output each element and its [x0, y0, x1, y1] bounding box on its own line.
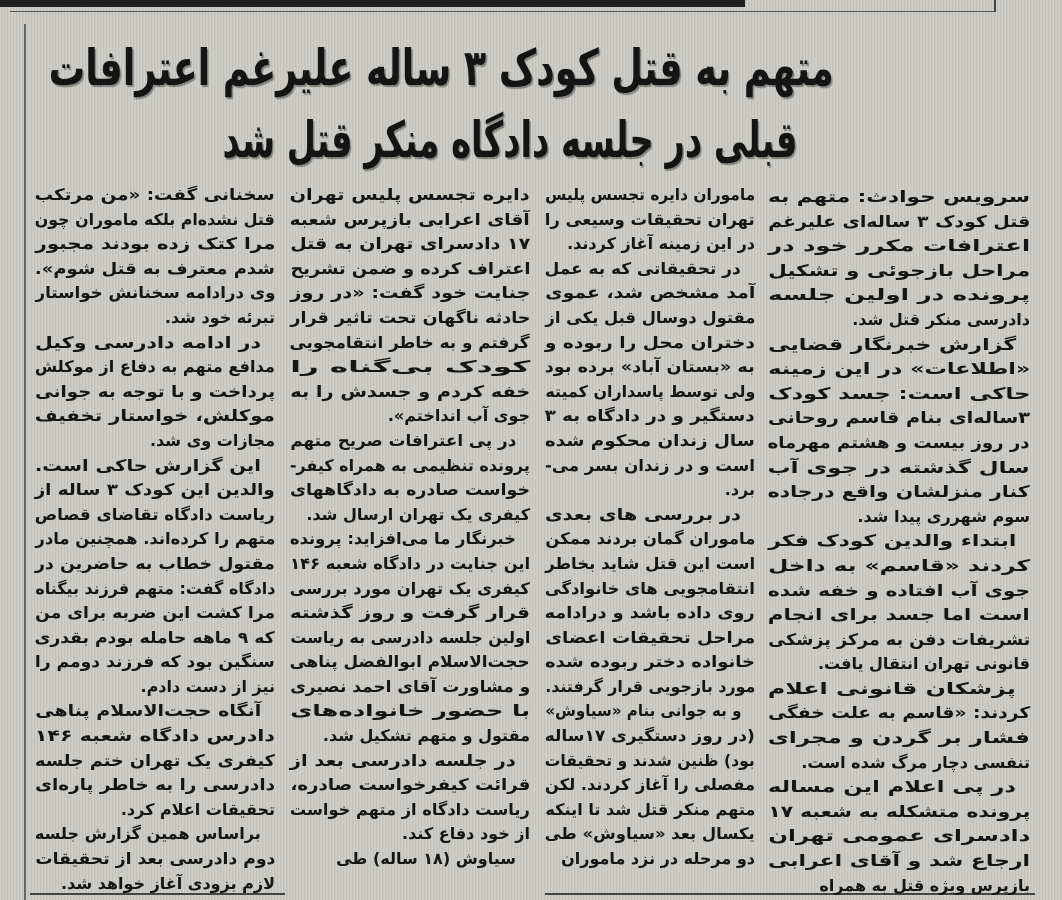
article-column-3 — [290, 183, 530, 872]
text-line-content: خواست صادره به دادگاههای — [290, 480, 530, 500]
text-line — [768, 185, 1030, 210]
text-line-content: که ۹ ماهه حامله بودم بقدری — [35, 627, 275, 647]
text-line — [35, 454, 275, 479]
text-line-content: تهران تحقیقات وسیعی را — [545, 209, 755, 229]
text-line — [545, 232, 755, 257]
text-line — [545, 773, 755, 798]
text-line-content: در ادامه دادرسی وکیل — [35, 332, 261, 352]
text-line — [290, 454, 530, 479]
text-line — [290, 355, 530, 380]
text-line — [35, 601, 275, 626]
text-line — [290, 380, 530, 405]
text-line-content: دوم دادرسی بعد از تحقیقات — [35, 849, 275, 869]
text-line — [545, 306, 755, 331]
text-line-content: براساس همین گزارش جلسه — [35, 824, 261, 844]
text-line-content: «اطلاعات» در این زمینه — [768, 359, 1030, 379]
text-line — [545, 208, 755, 233]
text-line — [768, 652, 1030, 677]
text-line — [768, 283, 1030, 308]
headline-line-1 — [40, 38, 980, 98]
text-line — [290, 208, 530, 233]
text-line-content: آمد مشخص شد، عموی — [545, 283, 755, 303]
text-line-content: دو مرحله در نزد ماموران — [561, 849, 755, 869]
text-line-content: قرار گرفت و روز گذشته — [290, 603, 530, 623]
text-line-content: اولین جلسه دادرسی به ریاست — [290, 627, 530, 647]
text-line — [35, 429, 275, 454]
text-line — [768, 726, 1030, 751]
text-line-content: قرائت کیفرخواست صادره، — [290, 775, 530, 795]
text-line-content: و مشاورت آقای احمد نصیری — [290, 676, 530, 696]
text-line-content: جوی آب افتاده و خفه شده — [768, 580, 1030, 600]
article-column-2 — [545, 183, 755, 872]
text-line — [545, 626, 755, 651]
text-line — [290, 601, 530, 626]
text-line — [768, 480, 1030, 505]
text-line-content: پرونده متشکله به شعبه ۱۷ — [768, 801, 1030, 821]
text-line — [545, 503, 755, 528]
text-line — [545, 675, 755, 700]
text-line-content: ۳ساله‌ای بنام قاسم روحانی — [768, 408, 1030, 428]
text-line — [545, 798, 755, 823]
text-line — [35, 675, 275, 700]
text-line-content: برد. — [724, 480, 755, 500]
text-line — [35, 773, 275, 798]
text-line-content: مقتول و متهم تشکیل شد. — [322, 726, 530, 746]
text-line — [768, 701, 1030, 726]
text-line-content: است اما جسد برای انجام — [768, 605, 1030, 625]
text-line — [35, 577, 275, 602]
text-line — [35, 380, 275, 405]
text-line-content: مراحل بازجوئی و تشکیل — [768, 260, 1030, 280]
text-line — [290, 699, 530, 724]
text-line-content: بازپرس ویژه قتل به همراه — [819, 875, 1030, 895]
text-line-content: حادثه ناگهان تحت تاثیر قرار — [290, 307, 530, 327]
text-line-content: متهم را کرده‌اند. همچنین مادر — [35, 529, 275, 549]
text-line-content: سوم شهرری پیدا شد. — [857, 506, 1030, 526]
text-line-content: اعتراف کرده و ضمن تشریح — [290, 258, 530, 278]
text-line-content: دایره تجسس پلیس تهران — [290, 185, 530, 204]
text-line-content: کردند «قاسم» به داخل — [768, 555, 1030, 575]
text-line — [545, 552, 755, 577]
text-line-content: دختران محل را ربوده و — [545, 332, 755, 352]
text-line-content: سال زندان محکوم شده — [545, 430, 755, 450]
text-line — [35, 281, 275, 306]
text-line — [290, 675, 530, 700]
text-line-content: انتقامجویی های خانوادگی — [545, 578, 755, 598]
text-line — [768, 333, 1030, 358]
text-line — [290, 822, 530, 847]
text-line-content: اعترافات مکرر خود در — [768, 236, 1030, 256]
text-line — [290, 404, 530, 429]
text-line — [768, 554, 1030, 579]
text-line — [35, 798, 275, 823]
text-line-content: به «بستان آباد» برده بود — [545, 357, 755, 377]
text-line-content: کردند: «قاسم به علت خفگی — [768, 703, 1030, 723]
text-line — [290, 503, 530, 528]
text-line-content: در روز بیست و هشتم مهرماه — [768, 432, 1030, 452]
text-line — [35, 749, 275, 774]
text-line-content: مرا کتک زده بودند مجبور — [34, 234, 275, 254]
text-line — [768, 382, 1030, 407]
text-line-content: ۱۷ دادسرای تهران به قتل — [290, 234, 530, 254]
text-line-content: شدم معترف به قتل شوم». — [35, 258, 275, 278]
text-line-content: قتل کودک ۳ ساله‌ای علیرغم — [768, 211, 1030, 231]
text-line — [768, 775, 1030, 800]
text-line — [545, 847, 755, 872]
text-line-content: ریاست دادگاه تقاضای قصاص — [35, 504, 275, 524]
text-line — [35, 552, 275, 577]
text-line-content: روی داده باشد و درادامه — [545, 603, 755, 623]
text-line — [768, 849, 1030, 874]
text-line-content: پزشکان قانونی اعلام — [768, 678, 1016, 698]
text-line — [35, 232, 275, 257]
text-line-content: گرفتم و به خاطر انتقامجویی — [290, 332, 530, 352]
text-line-content: مفصلی را آغاز کردند. لکن — [545, 775, 755, 795]
headline-line-2 — [40, 110, 980, 170]
text-line-content: و به جوانی بنام «سیاوش» — [545, 701, 741, 721]
text-line — [545, 724, 755, 749]
text-line — [290, 306, 530, 331]
text-line — [290, 626, 530, 651]
text-line-content: تشریفات دفن به مرکز پزشکی — [768, 629, 1030, 649]
text-line-content: (در روز دستگیری ۱۷ساله — [545, 726, 755, 746]
text-line-content: والدین این کودک ۳ ساله از — [35, 480, 275, 500]
text-line-content: دادسرای عمومی تهران — [768, 826, 1030, 846]
top-border-bar — [0, 0, 745, 7]
text-line-content: تبرئه خود شد. — [164, 307, 275, 327]
text-line-content: این جنایت در دادگاه شعبه ۱۴۶ — [290, 553, 530, 573]
text-line — [768, 874, 1030, 899]
text-line — [545, 749, 755, 774]
text-line-content: از خود دفاع کند. — [402, 824, 530, 844]
text-line — [290, 257, 530, 282]
text-line-content: نیز از دست دادم. — [140, 676, 275, 696]
text-line-content: ولی توسط پاسداران کمیته — [545, 381, 755, 401]
text-line-content: این گزارش حاکی است. — [35, 455, 261, 475]
text-line — [545, 527, 755, 552]
article-column-4 — [35, 183, 275, 896]
text-line-content: خبرنگار ما می‌افزاید: پرونده — [290, 529, 516, 549]
text-line — [35, 699, 275, 724]
text-line-content: ریاست دادگاه از متهم خواست — [290, 799, 530, 819]
text-line — [290, 798, 530, 823]
text-line-content: خفه کردم و جسدش را به — [290, 381, 530, 401]
headline-text: متهم به قتل کودک ۳ ساله علیرغم اعترافات — [48, 39, 834, 97]
article-column-1 — [768, 185, 1030, 898]
text-line — [768, 259, 1030, 284]
text-line — [768, 234, 1030, 259]
text-line-content: ابتداء والدین کودک فکر — [768, 531, 1016, 551]
text-line — [545, 331, 755, 356]
text-line-content: در پی اعترافات صریح متهم — [290, 430, 516, 450]
text-line-content: مورد بازجویی قرار گرفتند. — [545, 676, 755, 696]
text-line-content: سیاوش (۱۸ ساله) طی — [336, 849, 516, 869]
text-line — [290, 232, 530, 257]
text-line-content: است این قتل شاید بخاطر — [545, 553, 755, 573]
text-line-content: پرداخت و با توجه به جوانی — [34, 381, 275, 401]
text-line-content: مرا کشت این ضربه برای من — [35, 603, 275, 623]
text-line — [768, 308, 1030, 333]
text-line — [768, 628, 1030, 653]
text-line — [35, 208, 275, 233]
text-line — [290, 552, 530, 577]
text-line — [35, 847, 275, 872]
text-line — [35, 257, 275, 282]
text-line — [290, 749, 530, 774]
text-line — [35, 822, 275, 847]
text-line-content: کیفری یک تهران ارسال شد. — [306, 504, 530, 524]
text-line-content: سنگین بود که فرزند دومم را — [35, 652, 275, 672]
text-line-content: ماموران دایره تجسس پلیس — [545, 185, 755, 204]
text-line-content: سخنانی گفت: «من مرتکب — [35, 185, 275, 204]
text-line — [35, 355, 275, 380]
text-line — [545, 699, 755, 724]
text-line-content: کودک بی‌گناه را — [290, 357, 530, 377]
text-line — [35, 626, 275, 651]
text-line-content: حجت‌الاسلام ابوالفضل پناهی — [290, 652, 530, 672]
text-line-content: در تحقیقاتی که به عمل — [545, 258, 741, 278]
text-line — [290, 847, 530, 872]
text-line — [35, 650, 275, 675]
text-line — [768, 357, 1030, 382]
top-rule — [10, 11, 995, 12]
text-line-content: گزارش خبرنگار قضایی — [768, 334, 1016, 354]
text-line-content: فشار بر گردن و مجرای — [768, 728, 1030, 748]
text-line — [768, 210, 1030, 235]
text-line-content: کیفری یک تهران ختم جلسه — [35, 750, 275, 770]
headline-text: قبلی در جلسه دادگاه منکر قتل شد — [222, 111, 798, 169]
text-line-content: دستگیر و در دادگاه به ۳ — [545, 406, 755, 426]
text-line-content: مدافع متهم به دفاع از موکلش — [34, 357, 275, 377]
text-line — [290, 650, 530, 675]
text-line — [35, 527, 275, 552]
text-line — [768, 529, 1030, 554]
text-line — [545, 577, 755, 602]
text-line-content: قتل نشده‌ام بلکه ماموران چون — [35, 209, 275, 229]
text-line — [290, 429, 530, 454]
text-line — [545, 478, 755, 503]
text-line-content: کیفری یک تهران مورد بررسی — [290, 578, 530, 598]
text-line-content: کنار منزلشان واقع درجاده — [768, 482, 1030, 502]
text-line — [290, 183, 530, 208]
text-line-content: جنایت خود گفت: «در روز — [290, 283, 530, 303]
text-line-content: آنگاه حجت‌الاسلام پناهی — [35, 701, 261, 721]
text-line — [35, 872, 275, 897]
text-line — [35, 724, 275, 749]
text-line — [290, 724, 530, 749]
text-line-content: دادرس دادگاه شعبه ۱۴۶ — [35, 726, 275, 746]
text-line-content: لازم بزودی آغاز خواهد شد. — [61, 873, 275, 893]
text-line — [290, 331, 530, 356]
text-line — [768, 431, 1030, 456]
left-rule — [24, 24, 26, 900]
text-line — [768, 751, 1030, 776]
text-line-content: در این زمینه آغاز کردند. — [567, 234, 755, 254]
text-line-content: ارجاع شد و آقای اعرابی — [768, 851, 1030, 871]
text-line — [545, 281, 755, 306]
text-line-content: پرونده تنظیمی به همراه کیفر- — [290, 455, 530, 475]
text-line — [545, 183, 755, 208]
text-line-content: در بررسی های بعدی — [545, 504, 741, 524]
text-line — [290, 281, 530, 306]
text-line — [768, 406, 1030, 431]
text-line — [35, 404, 275, 429]
text-line — [35, 306, 275, 331]
text-line-content: آقای اعرابی بازپرس شعبه — [290, 209, 530, 229]
text-line-content: مراحل تحقیقات اعضای — [545, 627, 755, 647]
text-line-content: با حضور خانواده‌های — [290, 701, 530, 721]
text-line — [545, 380, 755, 405]
text-line-content: جوی آب انداختم». — [387, 406, 530, 426]
text-line — [35, 478, 275, 503]
text-line — [768, 456, 1030, 481]
text-line — [545, 429, 755, 454]
text-line — [768, 603, 1030, 628]
text-line — [545, 355, 755, 380]
text-line — [768, 677, 1030, 702]
text-line — [768, 800, 1030, 825]
top-right-rule — [994, 0, 996, 12]
text-line-content: سرویس حوادث: متهم به — [768, 187, 1030, 206]
text-line — [545, 650, 755, 675]
text-line-content: خانواده دختر ربوده شده — [545, 652, 755, 672]
text-line-content: موکلش، خواستار تخفیف — [34, 406, 275, 426]
text-line-content: تحقیقات اعلام کرد. — [120, 799, 275, 819]
text-line — [545, 257, 755, 282]
text-line — [545, 601, 755, 626]
text-line — [768, 824, 1030, 849]
text-line — [545, 404, 755, 429]
text-line-content: بود) ظنین شدند و تحقیقات — [545, 750, 755, 770]
text-line-content: دادرسی منکر قتل شد. — [852, 309, 1030, 329]
text-line-content: مجازات وی شد. — [149, 430, 275, 450]
text-line-content: در جلسه دادرسی بعد از — [290, 750, 516, 770]
text-line — [545, 454, 755, 479]
text-line-content: دادگاه گفت: متهم فرزند بیگناه — [35, 578, 275, 598]
text-line — [545, 822, 755, 847]
text-line — [35, 331, 275, 356]
text-line-content: پرونده در اولین جلسه — [768, 285, 1030, 305]
text-line-content: ماموران گمان بردند ممکن — [545, 529, 755, 549]
text-line-content: دادرسی را به خاطر پاره‌ای — [35, 775, 275, 795]
text-line — [290, 478, 530, 503]
text-line — [290, 527, 530, 552]
text-line — [768, 579, 1030, 604]
text-line-content: حاکی است: جسد کودک — [768, 383, 1030, 403]
text-line — [35, 183, 275, 208]
text-line-content: سال گذشته در جوی آب — [768, 457, 1030, 477]
text-line — [768, 505, 1030, 530]
text-line-content: است و در زندان بسر می- — [545, 455, 755, 475]
text-line-content: در پی اعلام این مساله — [768, 777, 1016, 797]
text-line — [35, 503, 275, 528]
text-line-content: وی درادامه سخنانش خواستار — [35, 283, 275, 303]
text-line-content: یکسال بعد «سیاوش» طی — [545, 824, 755, 844]
text-line — [290, 773, 530, 798]
text-line-content: تنفسی دچار مرگ شده است. — [801, 752, 1030, 772]
text-line-content: قانونی تهران انتقال یافت. — [817, 654, 1030, 674]
text-line-content: مقتول دوسال قبل یکی از — [545, 307, 755, 327]
text-line — [290, 577, 530, 602]
text-line-content: متهم منکر قتل شد تا اینکه — [545, 799, 755, 819]
text-line-content: مقتول خطاب به حاضرین در — [35, 553, 275, 573]
